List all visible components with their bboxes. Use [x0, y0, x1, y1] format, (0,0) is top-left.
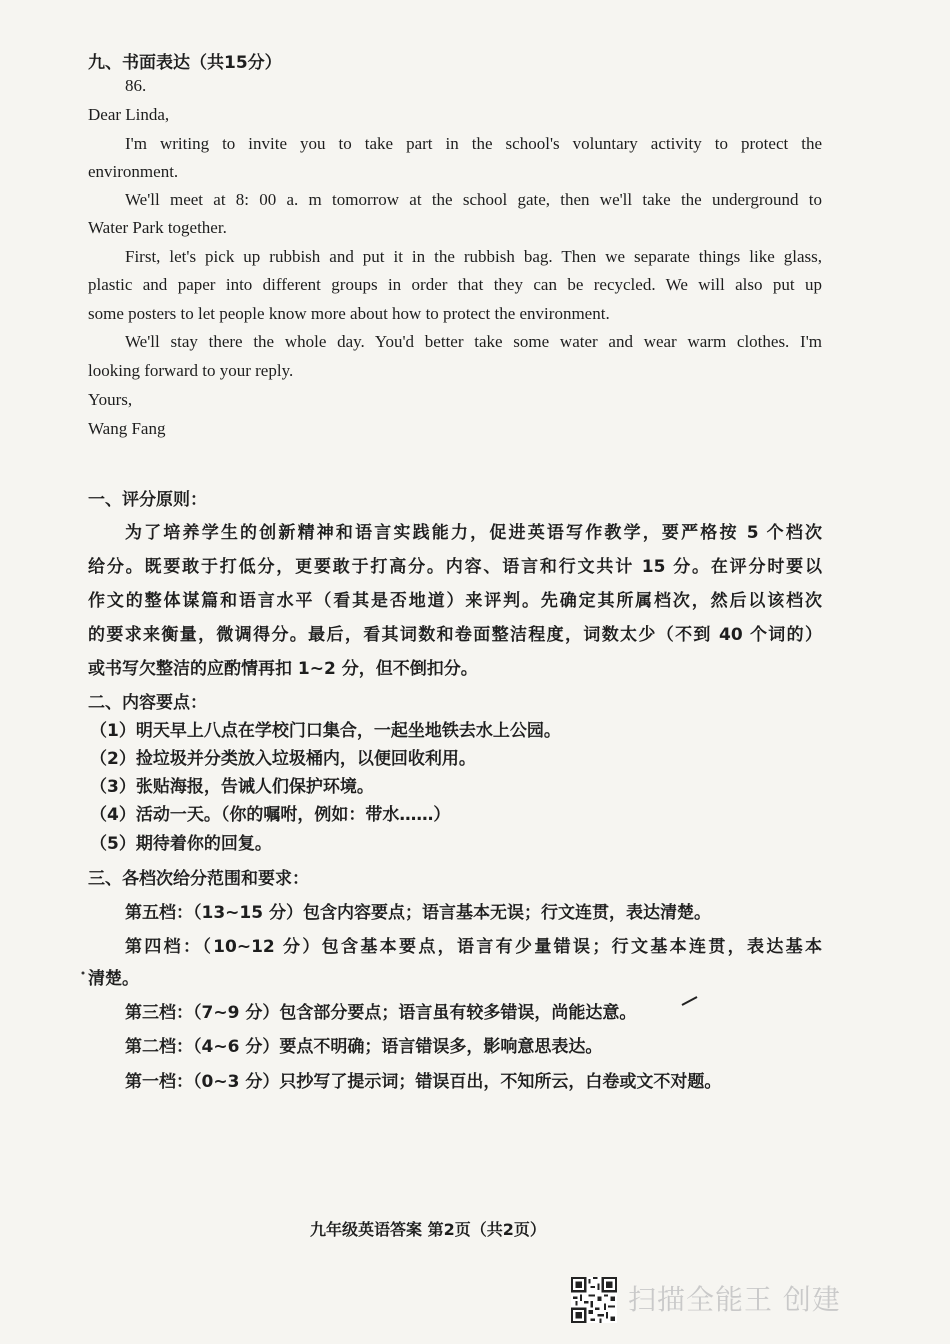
letter-greeting: Dear Linda,	[88, 105, 170, 124]
grading-principles-heading: 一、评分原则：	[88, 490, 207, 510]
section-title: 九、书面表达（共15分）	[88, 53, 282, 73]
grading-principles-line: 作文的整体谋篇和语言水平（看其是否地道）来评判。先确定其所属档次，然后以该档次	[88, 591, 822, 611]
letter-p3-line2: plastic and paper into different groups in order that they can be recycled. We will also put up	[88, 275, 822, 294]
scanner-watermark: 扫描全能王 创建	[628, 1283, 841, 1316]
letter-p3-line3: some posters to let people know more about how to protect the environment.	[88, 304, 610, 323]
letter-p1-line1: I'm writing to invite you to take part in the school's voluntary activity to protect the	[125, 134, 822, 153]
pen-mark	[680, 994, 700, 1008]
content-point-item: （3）张贴海报，告诫人们保护环境。	[90, 777, 374, 797]
page-footer: 九年级英语答案 第2页（共2页）	[310, 1220, 546, 1239]
letter-signature: Wang Fang	[88, 419, 166, 438]
letter-closing: Yours,	[88, 390, 133, 409]
score-level-2: 第二档：（4~6 分）要点不明确；语言错误多，影响意思表达。	[125, 1037, 603, 1057]
letter-p2-line2: Water Park together.	[88, 218, 227, 237]
content-point-item: （2）捡垃圾并分类放入垃圾桶内，以便回收利用。	[90, 749, 476, 769]
letter-p1-line2: environment.	[88, 162, 179, 181]
dot-mark	[80, 970, 86, 976]
content-point-item: （1）明天早上八点在学校门口集合，一起坐地铁去水上公园。	[90, 721, 561, 741]
letter-p3-line1: First, let's pick up rubbish and put it in the rubbish bag. Then we separate things like glass,	[125, 247, 822, 266]
score-level-3: 第三档：（7~9 分）包含部分要点；语言虽有较多错误，尚能达意。	[125, 1003, 637, 1023]
qr-code-icon	[571, 1277, 617, 1323]
grading-principles-line: 给分。既要敢于打低分，更要敢于打高分。内容、语言和行文共计 15 分。在评分时要以	[88, 557, 822, 577]
score-levels-heading: 三、各档次给分范围和要求：	[88, 869, 309, 889]
grading-principles-line: 或书写欠整洁的应酌情再扣 1~2 分，但不倒扣分。	[88, 659, 478, 679]
grading-principles-line: 的要求来衡量，微调得分。最后，看其词数和卷面整洁程度，词数太少（不到 40 个词的）	[88, 625, 822, 645]
letter-p2-line1: We'll meet at 8: 00 a. m tomorrow at the school gate, then we'll take the underground to	[125, 190, 822, 209]
letter-p4-line1: We'll stay there the whole day. You'd better take some water and wear warm clothes. I'm	[125, 332, 822, 351]
score-level-4: 第四档：（10~12 分）包含基本要点，语言有少量错误；行文基本连贯，表达基本	[125, 937, 822, 957]
content-points-heading: 二、内容要点：	[88, 693, 207, 713]
content-point-item: （5）期待着你的回复。	[90, 834, 272, 854]
grading-principles-line: 为了培养学生的创新精神和语言实践能力，促进英语写作教学，要严格按 5 个档次	[125, 523, 822, 543]
score-level-4-continued: 清楚。	[88, 969, 139, 989]
score-level-1: 第一档：（0~3 分）只抄写了提示词；错误百出，不知所云，白卷或文不对题。	[125, 1072, 722, 1092]
content-point-item: （4）活动一天。（你的嘱咐，例如：带水……）	[90, 805, 451, 825]
question-number: 86.	[125, 76, 147, 95]
score-level-5: 第五档：（13~15 分）包含内容要点；语言基本无误；行文连贯，表达清楚。	[125, 903, 711, 923]
letter-p4-line2: looking forward to your reply.	[88, 361, 294, 380]
